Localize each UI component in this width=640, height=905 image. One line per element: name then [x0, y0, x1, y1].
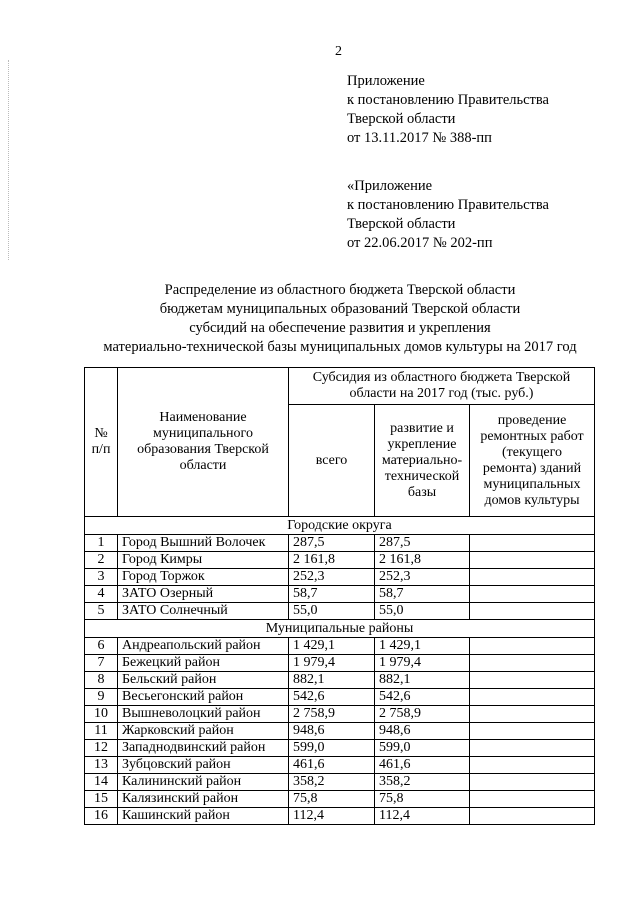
table-row	[85, 535, 595, 552]
row-name: ЗАТО Солнечный	[118, 603, 289, 620]
row-total: 1 429,1	[289, 638, 375, 655]
row-total: 599,0	[289, 740, 375, 757]
row-repair	[470, 791, 595, 808]
table-row	[85, 603, 595, 620]
row-total: 58,7	[289, 586, 375, 603]
appendix-line: «Приложение	[347, 178, 433, 194]
section-title: Муниципальные районы	[85, 620, 595, 638]
row-development: 358,2	[375, 774, 470, 791]
row-development: 58,7	[375, 586, 470, 603]
table-row	[85, 672, 595, 689]
row-total: 542,6	[289, 689, 375, 706]
section-row	[85, 620, 595, 638]
header-repair: проведение ремонтных работ (текущего ремонта) зданий муниципальных домов культуры	[470, 405, 595, 517]
appendix-current	[347, 72, 549, 148]
title-line: субсидий на обеспечение развития и укрепления	[189, 320, 491, 336]
table-row	[85, 689, 595, 706]
header-name: Наименование муниципального образования Тверской области	[118, 368, 289, 517]
row-total: 252,3	[289, 569, 375, 586]
row-number: 10	[85, 706, 118, 723]
row-number: 13	[85, 757, 118, 774]
row-development: 1 429,1	[375, 638, 470, 655]
table-row	[85, 655, 595, 672]
subsidy-table	[84, 367, 595, 825]
row-number: 11	[85, 723, 118, 740]
table-row	[85, 791, 595, 808]
row-repair	[470, 655, 595, 672]
row-name: Калязинский район	[118, 791, 289, 808]
row-total: 75,8	[289, 791, 375, 808]
row-number: 8	[85, 672, 118, 689]
row-repair	[470, 723, 595, 740]
row-repair	[470, 586, 595, 603]
row-name: Западнодвинский район	[118, 740, 289, 757]
table-row	[85, 638, 595, 655]
row-development: 2 758,9	[375, 706, 470, 723]
appendix-line: от 13.11.2017 № 388-пп	[347, 130, 492, 146]
row-repair	[470, 808, 595, 825]
table-row	[85, 569, 595, 586]
row-development: 882,1	[375, 672, 470, 689]
row-total: 287,5	[289, 535, 375, 552]
row-total: 461,6	[289, 757, 375, 774]
row-development: 542,6	[375, 689, 470, 706]
section-row	[85, 517, 595, 535]
row-name: ЗАТО Озерный	[118, 586, 289, 603]
row-repair	[470, 774, 595, 791]
row-development: 112,4	[375, 808, 470, 825]
table-row	[85, 740, 595, 757]
row-number: 7	[85, 655, 118, 672]
row-number: 6	[85, 638, 118, 655]
row-number: 14	[85, 774, 118, 791]
row-development: 252,3	[375, 569, 470, 586]
scan-edge-marks	[8, 60, 11, 260]
row-total: 2 758,9	[289, 706, 375, 723]
section-title: Городские округа	[85, 517, 595, 535]
row-development: 1 979,4	[375, 655, 470, 672]
row-development: 75,8	[375, 791, 470, 808]
row-number: 5	[85, 603, 118, 620]
row-total: 882,1	[289, 672, 375, 689]
appendix-line: от 22.06.2017 № 202-пп	[347, 235, 493, 251]
row-name: Бежецкий район	[118, 655, 289, 672]
title-line: материально-технической базы муниципальных домов культуры на 2017 год	[103, 339, 577, 355]
title-line: Распределение из областного бюджета Тверской области	[164, 282, 516, 298]
row-development: 2 161,8	[375, 552, 470, 569]
row-name: Вышневолоцкий район	[118, 706, 289, 723]
appendix-line: Тверской области	[347, 111, 456, 127]
row-number: 9	[85, 689, 118, 706]
row-repair	[470, 552, 595, 569]
header-development: развитие и укрепление материально-технической базы	[375, 405, 470, 517]
row-repair	[470, 672, 595, 689]
row-name: Город Кимры	[118, 552, 289, 569]
table-row	[85, 586, 595, 603]
row-number: 15	[85, 791, 118, 808]
appendix-line: к постановлению Правительства	[347, 92, 549, 108]
row-total: 358,2	[289, 774, 375, 791]
row-development: 599,0	[375, 740, 470, 757]
row-name: Кашинский район	[118, 808, 289, 825]
row-name: Жарковский район	[118, 723, 289, 740]
row-repair	[470, 535, 595, 552]
row-total: 112,4	[289, 808, 375, 825]
table-row	[85, 808, 595, 825]
row-total: 2 161,8	[289, 552, 375, 569]
row-repair	[470, 689, 595, 706]
row-name: Город Вышний Волочек	[118, 535, 289, 552]
page-number: 2	[335, 44, 342, 59]
row-development: 287,5	[375, 535, 470, 552]
row-development: 461,6	[375, 757, 470, 774]
document-title	[0, 281, 640, 357]
row-name: Зубцовский район	[118, 757, 289, 774]
row-repair	[470, 740, 595, 757]
row-repair	[470, 569, 595, 586]
title-line: бюджетам муниципальных образований Тверской области	[159, 301, 521, 317]
row-number: 16	[85, 808, 118, 825]
row-development: 948,6	[375, 723, 470, 740]
appendix-line: к постановлению Правительства	[347, 197, 549, 213]
row-total: 948,6	[289, 723, 375, 740]
table-row	[85, 552, 595, 569]
table-row	[85, 723, 595, 740]
row-number: 2	[85, 552, 118, 569]
row-development: 55,0	[375, 603, 470, 620]
row-repair	[470, 638, 595, 655]
row-repair	[470, 706, 595, 723]
appendix-line: Приложение	[347, 73, 425, 89]
header-total: всего	[289, 405, 375, 517]
table-row	[85, 706, 595, 723]
row-name: Андреапольский район	[118, 638, 289, 655]
row-name: Весьегонский район	[118, 689, 289, 706]
row-number: 12	[85, 740, 118, 757]
table-row	[85, 774, 595, 791]
row-name: Город Торжок	[118, 569, 289, 586]
row-repair	[470, 757, 595, 774]
row-name: Калининский район	[118, 774, 289, 791]
header-subsidy: Субсидия из областного бюджета Тверской области на 2017 год (тыс. руб.)	[289, 368, 595, 405]
row-repair	[470, 603, 595, 620]
row-number: 1	[85, 535, 118, 552]
appendix-line: Тверской области	[347, 216, 456, 232]
row-total: 1 979,4	[289, 655, 375, 672]
table-row	[85, 757, 595, 774]
row-number: 4	[85, 586, 118, 603]
header-num: № п/п	[85, 368, 118, 517]
row-name: Бельский район	[118, 672, 289, 689]
appendix-original	[347, 177, 549, 253]
row-total: 55,0	[289, 603, 375, 620]
row-number: 3	[85, 569, 118, 586]
